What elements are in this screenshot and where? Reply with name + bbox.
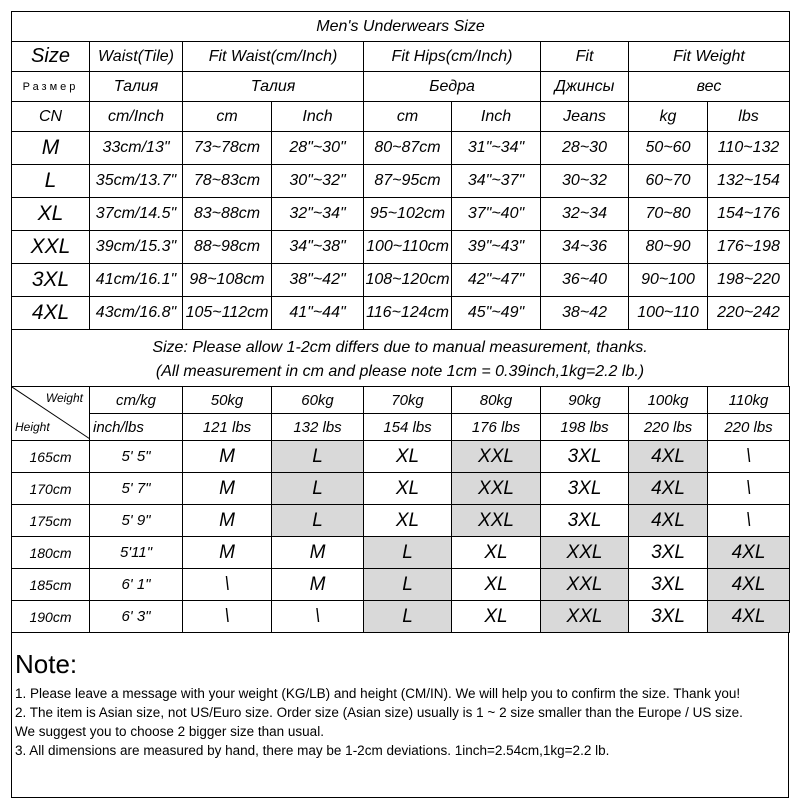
header-cell: Джинсы xyxy=(541,72,629,102)
header-cell: kg xyxy=(629,102,708,132)
size-value: 34"~37" xyxy=(452,165,541,198)
size-value: 38"~42" xyxy=(272,264,364,297)
recommended-size: 4XL xyxy=(629,441,708,473)
height-inch: 5' 7" xyxy=(90,473,183,505)
weight-lbs-cell: 220 lbs xyxy=(629,414,708,441)
size-row xyxy=(12,264,790,297)
size-label: M xyxy=(12,132,90,165)
size-value: 28~30 xyxy=(541,132,629,165)
header-cell: Waist(Tile) xyxy=(90,42,183,72)
weight-kg-cell: 50kg xyxy=(183,387,272,414)
height-row xyxy=(12,441,790,473)
header-cell: Size xyxy=(12,42,90,72)
weight-lbs-cell: 121 lbs xyxy=(183,414,272,441)
header-row-1 xyxy=(12,42,790,72)
size-value: 198~220 xyxy=(708,264,790,297)
size-value: 43cm/16.8" xyxy=(90,297,183,330)
header-cell: Бедра xyxy=(364,72,541,102)
recommended-size: 3XL xyxy=(541,473,629,505)
recommended-size: 4XL xyxy=(708,569,790,601)
header-cell: Талия xyxy=(90,72,183,102)
recommended-size: XL xyxy=(364,441,452,473)
size-value: 42"~47" xyxy=(452,264,541,297)
height-row xyxy=(12,569,790,601)
size-row xyxy=(12,231,790,264)
size-value: 78~83cm xyxy=(183,165,272,198)
header-cell: cm xyxy=(183,102,272,132)
weight-kg-cell: 70kg xyxy=(364,387,452,414)
size-label: 3XL xyxy=(12,264,90,297)
height-inch: 6' 3" xyxy=(90,601,183,633)
recommended-size: XL xyxy=(452,569,541,601)
size-table xyxy=(11,11,790,330)
size-row xyxy=(12,132,790,165)
note-line: (All measurement in cm and please note 1cm = 0.39inch,1kg=2.2 lb.) xyxy=(12,360,789,386)
recommended-size: L xyxy=(364,537,452,569)
size-value: 80~87cm xyxy=(364,132,452,165)
corner-weight-label: Weight xyxy=(45,391,83,405)
size-value: 100~110cm xyxy=(364,231,452,264)
recommended-size: M xyxy=(272,569,364,601)
size-value: 132~154 xyxy=(708,165,790,198)
height-cm: 190cm xyxy=(12,601,90,633)
height-inch: 5'11" xyxy=(90,537,183,569)
height-row xyxy=(12,537,790,569)
weight-lbs-cell: 176 lbs xyxy=(452,414,541,441)
size-value: 110~132 xyxy=(708,132,790,165)
weight-lbs-row xyxy=(12,414,790,441)
weight-height-table xyxy=(11,386,790,633)
height-inch: 5' 5" xyxy=(90,441,183,473)
size-value: 34"~38" xyxy=(272,231,364,264)
size-value: 33cm/13" xyxy=(90,132,183,165)
recommended-size: 3XL xyxy=(629,537,708,569)
header-cell: Талия xyxy=(183,72,364,102)
header-cell: Fit Weight xyxy=(629,42,790,72)
size-value: 31"~34" xyxy=(452,132,541,165)
recommended-size: L xyxy=(364,569,452,601)
recommended-size: M xyxy=(183,441,272,473)
recommended-size: XXL xyxy=(452,473,541,505)
height-cm: 175cm xyxy=(12,505,90,537)
recommended-size: 4XL xyxy=(629,473,708,505)
weight-lbs-cell: 132 lbs xyxy=(272,414,364,441)
weight-kg-row xyxy=(12,387,790,414)
note-line-4: 3. All dimensions are measured by hand, there may be 1-2cm deviations. 1inch=2.54cm,1kg=2.2 lb. xyxy=(15,743,610,758)
weight-lbs-cell: 198 lbs xyxy=(541,414,629,441)
size-value: 45"~49" xyxy=(452,297,541,330)
recommended-size: 4XL xyxy=(708,537,790,569)
size-value: 98~108cm xyxy=(183,264,272,297)
unit-label: cm/kg xyxy=(90,387,183,414)
header-cell: Размер xyxy=(12,72,90,102)
size-label: L xyxy=(12,165,90,198)
header-row-2 xyxy=(12,72,790,102)
size-value: 73~78cm xyxy=(183,132,272,165)
height-row xyxy=(12,473,790,505)
recommended-size: 3XL xyxy=(541,441,629,473)
recommended-size: \ xyxy=(183,601,272,633)
size-label: 4XL xyxy=(12,297,90,330)
size-value: 100~110 xyxy=(629,297,708,330)
header-cell: CN xyxy=(12,102,90,132)
size-value: 32~34 xyxy=(541,198,629,231)
size-value: 176~198 xyxy=(708,231,790,264)
size-row xyxy=(12,297,790,330)
weight-kg-cell: 80kg xyxy=(452,387,541,414)
size-value: 30"~32" xyxy=(272,165,364,198)
recommended-size: XXL xyxy=(452,441,541,473)
size-value: 37"~40" xyxy=(452,198,541,231)
size-value: 60~70 xyxy=(629,165,708,198)
header-row-3 xyxy=(12,102,790,132)
height-row xyxy=(12,505,790,537)
weight-kg-cell: 60kg xyxy=(272,387,364,414)
header-cell: Jeans xyxy=(541,102,629,132)
recommended-size: XXL xyxy=(541,537,629,569)
height-row xyxy=(12,601,790,633)
recommended-size: M xyxy=(183,537,272,569)
size-value: 220~242 xyxy=(708,297,790,330)
size-row xyxy=(12,165,790,198)
recommended-size: L xyxy=(364,601,452,633)
recommended-size: \ xyxy=(708,441,790,473)
size-value: 70~80 xyxy=(629,198,708,231)
height-cm: 180cm xyxy=(12,537,90,569)
recommended-size: M xyxy=(272,537,364,569)
size-value: 105~112cm xyxy=(183,297,272,330)
recommended-size: XL xyxy=(364,505,452,537)
size-value: 37cm/14.5" xyxy=(90,198,183,231)
size-value: 90~100 xyxy=(629,264,708,297)
size-value: 39"~43" xyxy=(452,231,541,264)
size-value: 39cm/15.3" xyxy=(90,231,183,264)
size-value: 87~95cm xyxy=(364,165,452,198)
size-value: 36~40 xyxy=(541,264,629,297)
recommended-size: L xyxy=(272,505,364,537)
note-line-1: 1. Please leave a message with your weight (KG/LB) and height (CM/IN). We will help you to confirm the size. Thank you! xyxy=(15,686,741,701)
weight-lbs-cell: 220 lbs xyxy=(708,414,790,441)
header-cell: cm xyxy=(364,102,452,132)
size-value: 50~60 xyxy=(629,132,708,165)
recommended-size: XL xyxy=(364,473,452,505)
recommended-size: M xyxy=(183,505,272,537)
recommended-size: XXL xyxy=(541,601,629,633)
height-cm: 165cm xyxy=(12,441,90,473)
header-cell: Fit xyxy=(541,42,629,72)
unit-label: inch/lbs xyxy=(90,414,183,441)
size-label: XXL xyxy=(12,231,90,264)
corner-cell xyxy=(12,387,90,441)
size-value: 32"~34" xyxy=(272,198,364,231)
size-value: 95~102cm xyxy=(364,198,452,231)
weight-kg-cell: 90kg xyxy=(541,387,629,414)
note-line: Size: Please allow 1-2cm differs due to manual measurement, thanks. xyxy=(12,330,789,360)
recommended-size: 3XL xyxy=(629,601,708,633)
size-value: 108~120cm xyxy=(364,264,452,297)
note-line-3: We suggest you to choose 2 bigger size than usual. xyxy=(15,724,324,739)
size-value: 38~42 xyxy=(541,297,629,330)
measurement-notes xyxy=(11,330,789,386)
size-value: 28"~30" xyxy=(272,132,364,165)
note-section xyxy=(11,632,789,798)
size-value: 116~124cm xyxy=(364,297,452,330)
recommended-size: XL xyxy=(452,537,541,569)
recommended-size: XL xyxy=(452,601,541,633)
header-cell: Fit Waist(cm/Inch) xyxy=(183,42,364,72)
recommended-size: L xyxy=(272,473,364,505)
header-cell: Inch xyxy=(272,102,364,132)
recommended-size: XXL xyxy=(541,569,629,601)
recommended-size: XXL xyxy=(452,505,541,537)
size-value: 41"~44" xyxy=(272,297,364,330)
recommended-size: 4XL xyxy=(708,601,790,633)
header-cell: Fit Hips(cm/Inch) xyxy=(364,42,541,72)
recommended-size: \ xyxy=(272,601,364,633)
size-value: 83~88cm xyxy=(183,198,272,231)
header-cell: cm/Inch xyxy=(90,102,183,132)
height-cm: 185cm xyxy=(12,569,90,601)
weight-kg-cell: 100kg xyxy=(629,387,708,414)
weight-kg-cell: 110kg xyxy=(708,387,790,414)
corner-height-label: Height xyxy=(15,420,50,434)
height-cm: 170cm xyxy=(12,473,90,505)
recommended-size: \ xyxy=(183,569,272,601)
recommended-size: \ xyxy=(708,473,790,505)
size-value: 154~176 xyxy=(708,198,790,231)
chart-title: Men's Underwears Size xyxy=(12,12,790,42)
size-value: 34~36 xyxy=(541,231,629,264)
note-line-2: 2. The item is Asian size, not US/Euro size. Order size (Asian size) usually is 1 ~ 2 size smaller than the Europe / US size. xyxy=(15,705,743,720)
recommended-size: 3XL xyxy=(541,505,629,537)
size-value: 88~98cm xyxy=(183,231,272,264)
header-cell: lbs xyxy=(708,102,790,132)
size-value: 80~90 xyxy=(629,231,708,264)
recommended-size: M xyxy=(183,473,272,505)
size-row xyxy=(12,198,790,231)
weight-lbs-cell: 154 lbs xyxy=(364,414,452,441)
height-inch: 5' 9" xyxy=(90,505,183,537)
size-chart xyxy=(11,11,789,633)
size-value: 41cm/16.1" xyxy=(90,264,183,297)
header-cell: Inch xyxy=(452,102,541,132)
size-value: 30~32 xyxy=(541,165,629,198)
recommended-size: L xyxy=(272,441,364,473)
size-label: XL xyxy=(12,198,90,231)
recommended-size: \ xyxy=(708,505,790,537)
recommended-size: 3XL xyxy=(629,569,708,601)
note-heading: Note: xyxy=(15,649,78,679)
header-cell: вес xyxy=(629,72,790,102)
recommended-size: 4XL xyxy=(629,505,708,537)
size-value: 35cm/13.7" xyxy=(90,165,183,198)
height-inch: 6' 1" xyxy=(90,569,183,601)
